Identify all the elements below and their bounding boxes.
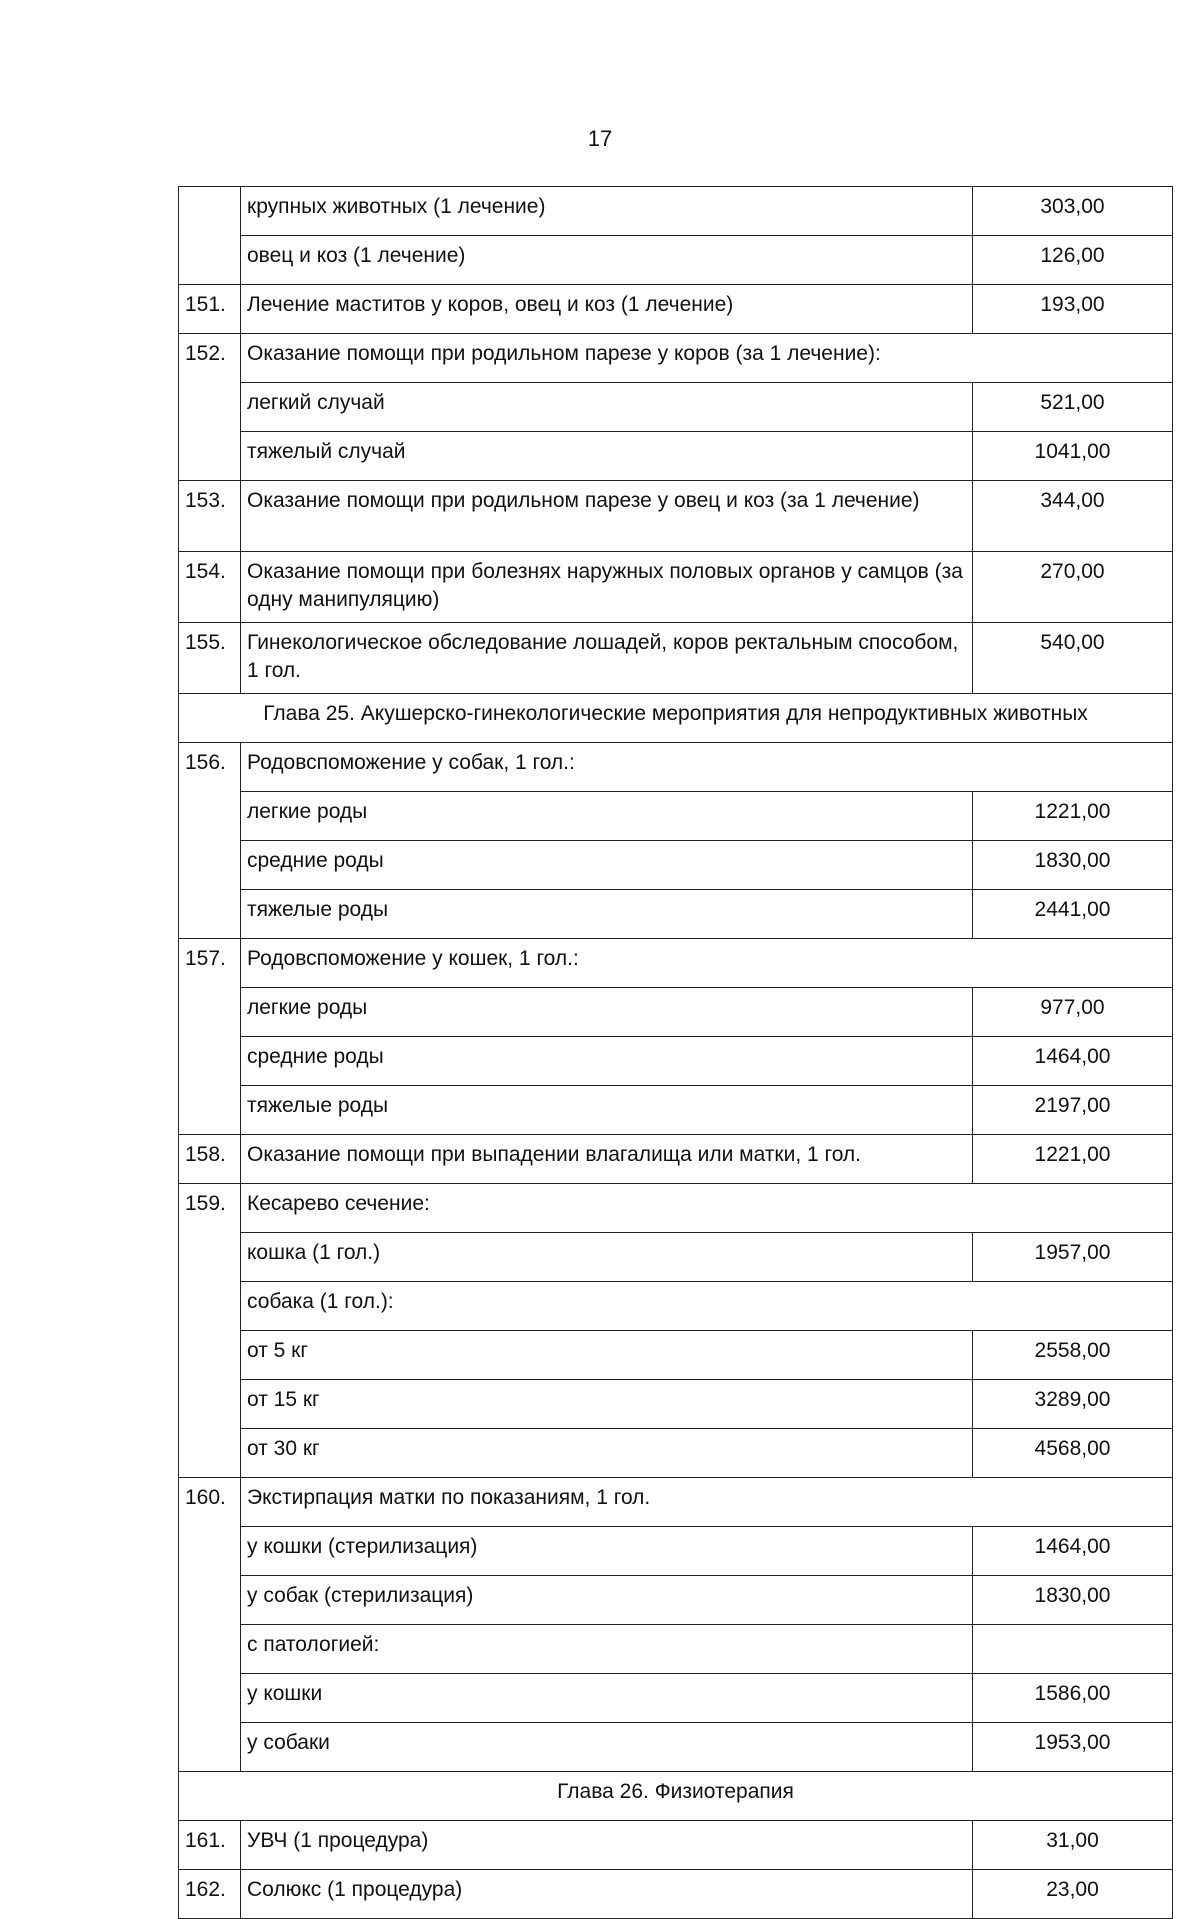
table-row xyxy=(179,285,1173,334)
chapter-row xyxy=(179,694,1173,743)
price-value: 2441,00 xyxy=(973,890,1173,939)
price-value: 303,00 xyxy=(973,187,1173,236)
sub-service-label: средние роды xyxy=(241,1037,973,1086)
service-label: Оказание помощи при родильном парезе у коров (за 1 лечение): xyxy=(241,334,1173,383)
sub-service-label: овец и коз (1 лечение) xyxy=(241,236,973,285)
service-label: Родовспоможение у собак, 1 гол.: xyxy=(241,743,1173,792)
price-value: 1830,00 xyxy=(973,841,1173,890)
chapter-title: Глава 26. Физиотерапия xyxy=(179,1772,1173,1821)
table-row xyxy=(179,1576,1173,1625)
price-value: 2558,00 xyxy=(973,1331,1173,1380)
item-number: 153. xyxy=(179,481,241,552)
table-row xyxy=(179,1723,1173,1772)
sub-service-label: у собаки xyxy=(241,1723,973,1772)
service-label: Солюкс (1 процедура) xyxy=(241,1870,973,1919)
item-number: 151. xyxy=(179,285,241,334)
table-row xyxy=(179,1429,1173,1478)
price-value: 270,00 xyxy=(973,552,1173,623)
item-number: 156. xyxy=(179,743,241,939)
price-value: 1041,00 xyxy=(973,432,1173,481)
sub-service-label: кошка (1 гол.) xyxy=(241,1233,973,1282)
service-label: Оказание помощи при выпадении влагалища или матки, 1 гол. xyxy=(241,1135,973,1184)
item-number: 152. xyxy=(179,334,241,481)
price-value: 1221,00 xyxy=(973,792,1173,841)
table-row xyxy=(179,792,1173,841)
table-row xyxy=(179,187,1173,236)
price-value: 2197,00 xyxy=(973,1086,1173,1135)
price-value: 344,00 xyxy=(973,481,1173,552)
table-row xyxy=(179,236,1173,285)
table-row xyxy=(179,841,1173,890)
table-row xyxy=(179,481,1173,552)
sub-service-label: от 5 кг xyxy=(241,1331,973,1380)
table-row xyxy=(179,988,1173,1037)
price-value: 193,00 xyxy=(973,285,1173,334)
sub-service-label: легкие роды xyxy=(241,988,973,1037)
table-row xyxy=(179,623,1173,694)
item-number: 158. xyxy=(179,1135,241,1184)
table-row xyxy=(179,743,1173,792)
page-number: 17 xyxy=(587,126,613,151)
price-value: 521,00 xyxy=(973,383,1173,432)
price-table xyxy=(178,186,1173,1919)
sub-service-label: легкий случай xyxy=(241,383,973,432)
table-row xyxy=(179,1331,1173,1380)
item-number-empty xyxy=(179,187,241,285)
table-row xyxy=(179,1233,1173,1282)
price-value: 1464,00 xyxy=(973,1527,1173,1576)
item-number: 154. xyxy=(179,552,241,623)
table-row xyxy=(179,1870,1173,1919)
table-row xyxy=(179,939,1173,988)
sub-service-label: тяжелые роды xyxy=(241,890,973,939)
price-value: 4568,00 xyxy=(973,1429,1173,1478)
chapter-row xyxy=(179,1772,1173,1821)
table-row xyxy=(179,1821,1173,1870)
sub-service-label: тяжелый случай xyxy=(241,432,973,481)
table-row xyxy=(179,1135,1173,1184)
service-label: Лечение маститов у коров, овец и коз (1 лечение) xyxy=(241,285,973,334)
sub-service-label: у кошки (стерилизация) xyxy=(241,1527,973,1576)
service-label: УВЧ (1 процедура) xyxy=(241,1821,973,1870)
price-value: 3289,00 xyxy=(973,1380,1173,1429)
table-row xyxy=(179,1037,1173,1086)
price-value: 977,00 xyxy=(973,988,1173,1037)
sub-service-label: легкие роды xyxy=(241,792,973,841)
sub-service-label: средние роды xyxy=(241,841,973,890)
price-value: 1830,00 xyxy=(973,1576,1173,1625)
service-label: Оказание помощи при родильном парезе у овец и коз (за 1 лечение) xyxy=(241,481,973,552)
table-row xyxy=(179,383,1173,432)
item-number: 155. xyxy=(179,623,241,694)
sub-service-label: тяжелые роды xyxy=(241,1086,973,1135)
service-label: Родовспоможение у кошек, 1 гол.: xyxy=(241,939,1173,988)
item-number: 157. xyxy=(179,939,241,1135)
table-row xyxy=(179,890,1173,939)
price-value: 31,00 xyxy=(973,1821,1173,1870)
chapter-title: Глава 25. Акушерско-гинекологические мероприятия для непродуктивных животных xyxy=(179,694,1173,743)
table-row xyxy=(179,1380,1173,1429)
service-label: Гинекологическое обследование лошадей, коров ректальным способом, 1 гол. xyxy=(241,623,973,694)
sub-service-label: с патологией: xyxy=(241,1625,973,1674)
price-value: 1586,00 xyxy=(973,1674,1173,1723)
table-row xyxy=(179,432,1173,481)
price-value xyxy=(973,1625,1173,1674)
sub-service-label: у собак (стерилизация) xyxy=(241,1576,973,1625)
price-value: 1953,00 xyxy=(973,1723,1173,1772)
sub-service-label: у кошки xyxy=(241,1674,973,1723)
table-row xyxy=(179,1625,1173,1674)
item-number: 160. xyxy=(179,1478,241,1772)
sub-service-label: крупных животных (1 лечение) xyxy=(241,187,973,236)
price-value: 1221,00 xyxy=(973,1135,1173,1184)
table-row xyxy=(179,1086,1173,1135)
table-row xyxy=(179,334,1173,383)
table-row xyxy=(179,1527,1173,1576)
item-number: 162. xyxy=(179,1870,241,1919)
item-number: 161. xyxy=(179,1821,241,1870)
price-value: 126,00 xyxy=(973,236,1173,285)
price-value: 540,00 xyxy=(973,623,1173,694)
table-row xyxy=(179,1184,1173,1233)
sub-service-label: собака (1 гол.): xyxy=(241,1282,1173,1331)
price-value: 1464,00 xyxy=(973,1037,1173,1086)
sub-service-label: от 15 кг xyxy=(241,1380,973,1429)
price-value: 1957,00 xyxy=(973,1233,1173,1282)
table-row xyxy=(179,552,1173,623)
sub-service-label: от 30 кг xyxy=(241,1429,973,1478)
item-number: 159. xyxy=(179,1184,241,1478)
table-row xyxy=(179,1478,1173,1527)
table-row xyxy=(179,1282,1173,1331)
price-value: 23,00 xyxy=(973,1870,1173,1919)
service-label: Кесарево сечение: xyxy=(241,1184,1173,1233)
service-label: Оказание помощи при болезнях наружных половых органов у самцов (за одну манипуляцию) xyxy=(241,552,973,623)
service-label: Экстирпация матки по показаниям, 1 гол. xyxy=(241,1478,1173,1527)
